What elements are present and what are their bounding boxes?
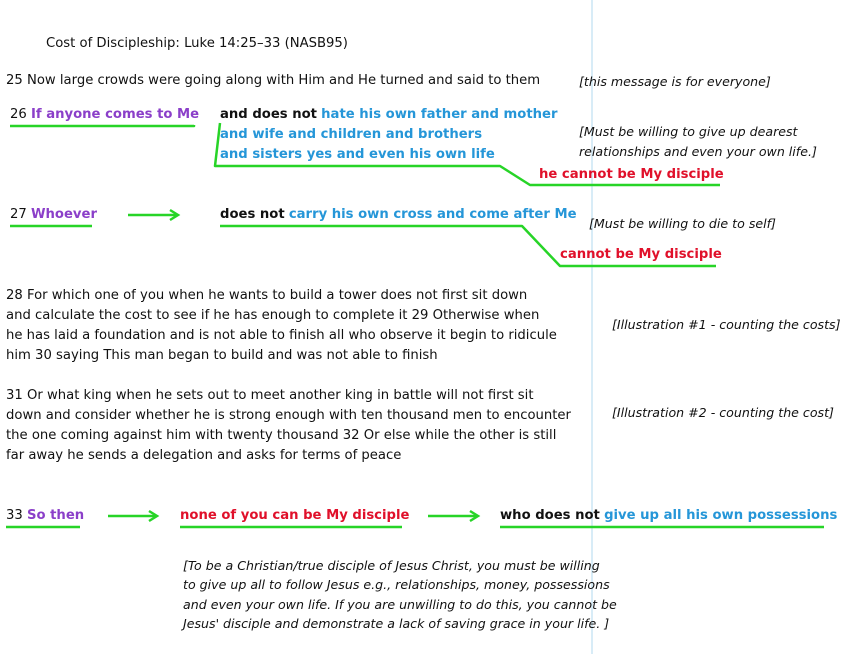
verse-33-who-does-not: who does not (500, 508, 600, 523)
summary-line-3: and even your own life. If you are unwilling to do this, you cannot be (183, 597, 617, 612)
verse-26-connector (215, 123, 720, 185)
verse-31-line-2: down and consider whether he is strong enough with ten thousand men to encounter (6, 408, 571, 423)
verse-27-condition-text: Whoever (30, 207, 97, 222)
verse-28-line-2: and calculate the cost to see if he has enough to complete it 29 Otherwise when (6, 308, 540, 323)
verse-25-note: [this message is for everyone] (579, 74, 771, 89)
verse-28-line-3: he has laid a foundation and is not able to finish all who observe it begin to ridicule (6, 328, 557, 343)
verse-33-number: 33 (6, 508, 23, 523)
verse-26-note-line-1: [Must be willing to give up dearest (579, 124, 798, 139)
verse-31-note: [Illustration #2 - counting the cost] (612, 405, 834, 420)
summary-line-1: [To be a Christian/true disciple of Jesus Christ, you must be willing (183, 558, 600, 573)
verse-28-line-4: him 30 saying This man began to build and was not able to finish (6, 348, 438, 363)
summary-line-2: to give up all to follow Jesus e.g., relationships, money, possessions (183, 577, 610, 592)
verse-31-line-3: the one coming against him with twenty thousand 32 Or else while the other is still (6, 428, 557, 443)
verse-27-note: [Must be willing to die to self] (589, 216, 776, 231)
verse-27-number: 27 (10, 207, 27, 222)
verse-26-line-3: and sisters yes and even his own life (220, 147, 495, 162)
verse-26-condition-text: If anyone comes to Me (30, 107, 200, 122)
verse-33-condition-text: So then (26, 508, 85, 523)
verse-26-number: 26 (10, 107, 27, 122)
summary-line-4: Jesus' disciple and demonstrate a lack of saving grace in your life. ] (183, 616, 610, 631)
verse-26-line-2: and wife and children and brothers (220, 127, 483, 142)
verse-26-and-does-not: and does not (220, 107, 317, 122)
verse-27-result: cannot be My disciple (560, 247, 722, 262)
verse-26-underline (10, 125, 194, 126)
page-title: Cost of Discipleship: Luke 14:25–33 (NASB95) (46, 36, 348, 51)
verse-26-result: he cannot be My disciple (539, 167, 724, 182)
verse-33-action: give up all his own possessions (604, 508, 838, 523)
verse-31-line-1: 31 Or what king when he sets out to meet another king in battle will not first sit (6, 388, 534, 403)
verse-27-action: carry his own cross and come after Me (288, 207, 577, 222)
verse-27-does-not: does not (220, 207, 285, 222)
verse-28-line-1: 28 For which one of you when he wants to build a tower does not first sit down (6, 288, 528, 303)
verse-26-note-line-2: relationships and even your own life.] (579, 144, 817, 159)
verse-33-result: none of you can be My disciple (180, 508, 410, 523)
verse-31-line-4: far away he sends a delegation and asks for terms of peace (6, 448, 402, 463)
verse-27-connector (220, 226, 716, 266)
verse-26-line-1-text: hate his own father and mother (321, 107, 558, 122)
verse-25-text: 25 Now large crowds were going along with Him and He turned and said to them (6, 73, 541, 88)
verse-28-note: [Illustration #1 - counting the costs] (612, 317, 841, 332)
